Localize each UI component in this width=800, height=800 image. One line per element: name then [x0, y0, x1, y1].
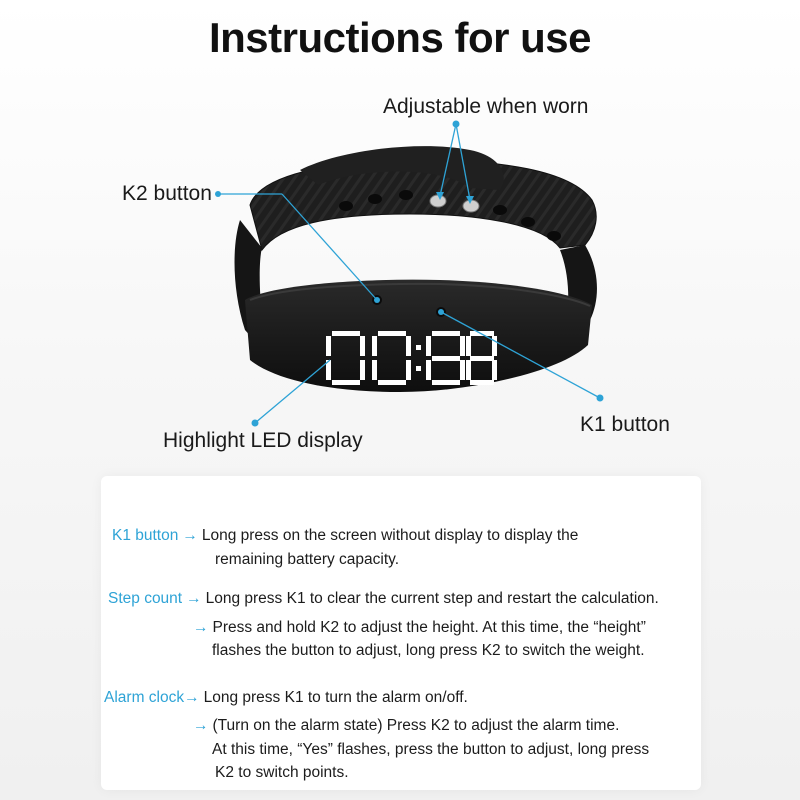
instructions-panel — [101, 476, 701, 790]
alarm-key-label: Alarm clock — [104, 689, 185, 706]
alarm-line-4: K2 to switch points. — [215, 764, 349, 781]
alarm-line-2: (Turn on the alarm state) Press K2 to adjust the alarm time. — [212, 717, 620, 734]
step-key-label: Step count — [108, 590, 183, 607]
k1-key-label: K1 button — [112, 527, 179, 544]
arrow-icon: → — [184, 689, 200, 706]
arrow-icon: → — [193, 717, 209, 734]
adjustable-label: Adjustable when worn — [383, 95, 589, 118]
k1-line-1: Long press on the screen without display to display the — [201, 527, 579, 544]
k1-line-2: remaining battery capacity. — [215, 551, 400, 568]
page-title: Instructions for use — [208, 14, 592, 61]
arrow-icon: → — [193, 619, 209, 636]
k2-button-label: K2 button — [122, 182, 212, 205]
arrow-icon: → — [182, 527, 198, 544]
instruction-step — [108, 590, 659, 608]
step-line-2: Press and hold K2 to adjust the height. At this time, the “height” — [212, 619, 646, 636]
instruction-k1 — [112, 527, 578, 545]
k1-button-label: K1 button — [580, 413, 670, 436]
step-line-1: Long press K1 to clear the current step and restart the calculation. — [205, 590, 659, 607]
alarm-line-1: Long press K1 to turn the alarm on/off. — [203, 689, 468, 706]
led-display-label: Highlight LED display — [163, 429, 363, 452]
alarm-line-2-row — [189, 717, 619, 735]
step-line-2-row — [189, 619, 646, 637]
step-line-3: flashes the button to adjust, long press K2 to switch the weight. — [212, 642, 645, 659]
instruction-alarm — [104, 689, 468, 707]
alarm-line-3: At this time, “Yes” flashes, press the button to adjust, long press — [212, 741, 650, 758]
arrow-icon: → — [186, 590, 202, 607]
